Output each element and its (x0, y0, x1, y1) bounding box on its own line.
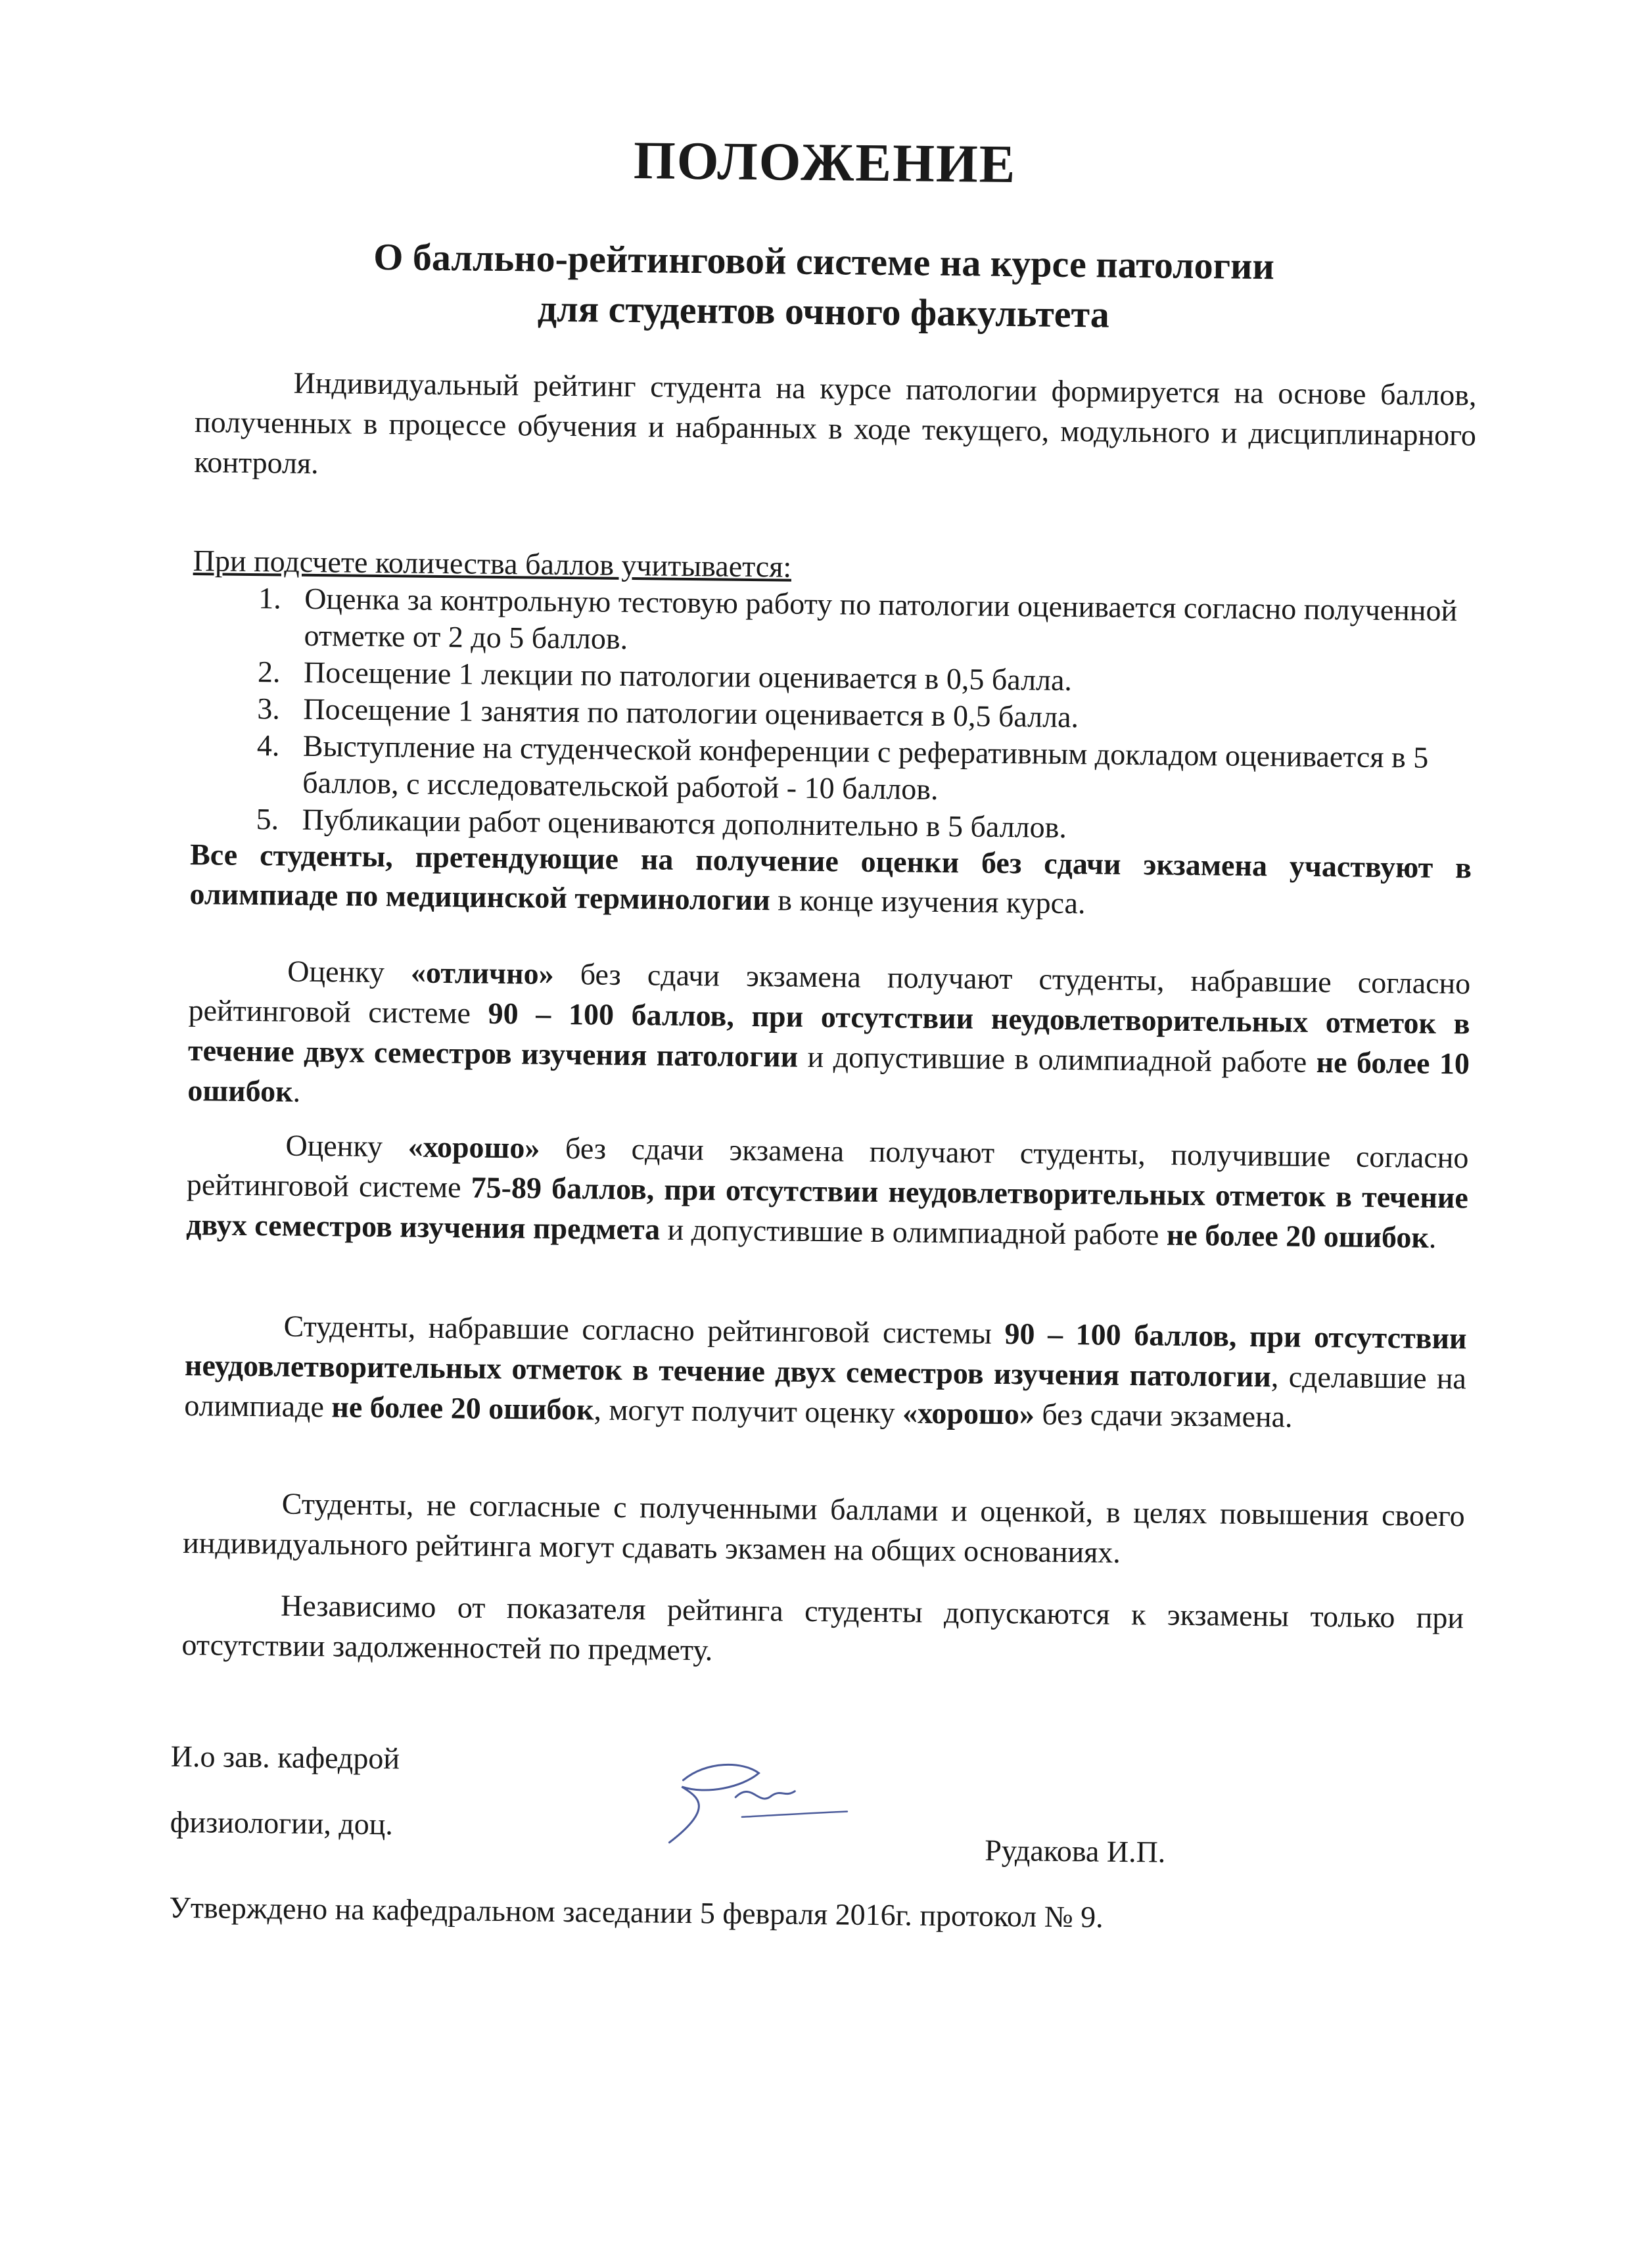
signer-position-line-1: И.о зав. кафедрой (170, 1739, 400, 1776)
good-text-2: без сдачи экзамена получают студенты, получившие согласно рейтинговой системе (186, 1131, 1469, 1204)
document-subtitle (9, 228, 1630, 345)
scoring-list (190, 542, 1475, 850)
document-title: ПОЛОЖЕНИЕ (633, 130, 1017, 195)
disagree-paragraph: Студенты, не согласные с полученными баллами и оценкой, в целях повышения своего индивидуального рейтинга могут сдавать экзамен на общих основаниях. (182, 1486, 1465, 1569)
subtitle-line-1: О балльно-рейтинговой системе на курсе патологии (373, 235, 1275, 288)
list-heading: При подсчете количества баллов учитывается: (193, 544, 792, 584)
list-item-text: Посещение 1 занятия по патологии оценивается в 0,5 балла. (303, 692, 1079, 734)
good-grade-paragraph (186, 1124, 1469, 1258)
list-item-number: 5. (256, 802, 279, 836)
students-text-3: , могут получит оценку (594, 1392, 903, 1430)
students-text-2: , сделавшие на олимпиаде (184, 1359, 1467, 1424)
list-item-number: 3. (257, 692, 281, 726)
excellent-text-1: Оценку (287, 954, 411, 989)
excellent-text-4: . (292, 1074, 301, 1108)
excellent-grade-paragraph (187, 950, 1470, 1123)
excellent-text-3: и допустившие в олимпиадной работе (797, 1039, 1316, 1079)
students-grade-label: «хорошо» (902, 1396, 1035, 1431)
students-condition: 90 – 100 баллов, при отсутствии неудовлетворительных отметок в течение двух семестров изучения патологии (184, 1317, 1467, 1394)
list-item-number: 1. (258, 581, 281, 615)
students-text-4: без сдачи экзамена. (1034, 1397, 1293, 1434)
list-item-text: Публикации работ оцениваются дополнительно в 5 баллов. (302, 802, 1067, 844)
good-condition: 75-89 баллов, при отсутствии неудовлетворительных отметок в течение двух семестров изучения предмета (185, 1170, 1469, 1246)
approval-line: Утверждено на кафедральном заседании 5 февраля 2016г. протокол № 9. (169, 1890, 1104, 1934)
students-error-limit: не более 20 ошибок (331, 1390, 594, 1427)
excellent-text-2: без сдачи экзамена получают студенты, набравшие согласно рейтинговой системе (188, 957, 1471, 1030)
intro-paragraph: Индивидуальный рейтинг студента на курсе патологии формируется на основе баллов, полученных в процессе обучения и набранных в ходе текущего, модульного и дисциплинарного контроля. (194, 366, 1477, 481)
olympiad-paragraph (189, 835, 1472, 927)
regardless-paragraph: Независимо от показателя рейтинга студенты допускаются к экзамены только при отсутствии задолженностей по предмету. (181, 1588, 1464, 1667)
signer-name: Рудакова И.П. (985, 1833, 1166, 1869)
list-item (192, 579, 1474, 666)
excellent-error-limit: не более 10 ошибок (187, 1045, 1470, 1108)
subtitle-line-2: для студентов очного факультета (537, 287, 1110, 336)
list-item-text: Оценка за контрольную тестовую работу по патологии оценивается согласно полученной отметке от 2 до 5 баллов. (304, 581, 1458, 655)
good-error-limit: не более 20 ошибок (1166, 1217, 1430, 1254)
students-text-1: Студенты, набравшие согласно рейтинговой системы (283, 1309, 1005, 1351)
excellent-grade-label: «отлично» (410, 955, 554, 991)
signer-position-line-2: физиологии, доц. (170, 1805, 394, 1841)
list-item-text: Посещение 1 лекции по патологии оценивается в 0,5 балла. (303, 655, 1073, 697)
good-text-4: . (1428, 1220, 1437, 1254)
list-item-number: 2. (257, 655, 281, 689)
good-text-1: Оценку (285, 1128, 409, 1164)
list-item-number: 4. (256, 728, 280, 763)
handwritten-signature (643, 1734, 854, 1854)
list-item-text: Выступление на студенческой конференции с реферативным докладом оценивается в 5 баллов, с исследовательской работой - 10 баллов. (302, 728, 1429, 806)
good-grade-label: «хорошо» (408, 1129, 540, 1165)
students-paragraph (184, 1305, 1467, 1438)
list-item (191, 726, 1473, 813)
olympiad-bold-text: Все студенты, претендующие на получение оценки без сдачи экзамена участвуют в олимпиаде по медицинской терминологии (189, 838, 1472, 917)
good-text-3: и допустившие в олимпиадной работе (659, 1212, 1167, 1252)
excellent-condition: 90 – 100 баллов, при отсутствии неудовлетворительных отметок в течение двух семестров изучения патологии (187, 996, 1470, 1074)
olympiad-rest-text: в конце изучения курса. (770, 883, 1086, 920)
